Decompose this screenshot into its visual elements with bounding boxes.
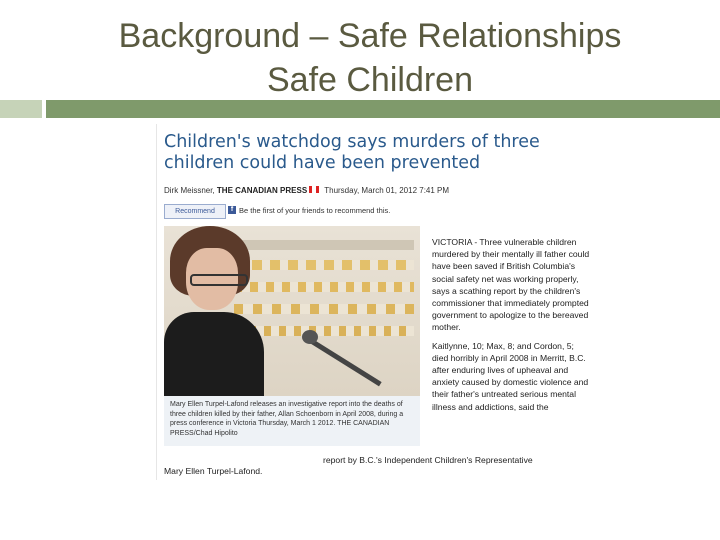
photo-chart-stripe xyxy=(234,282,414,292)
photo-person-glasses xyxy=(190,274,248,286)
photo-chart-stripe xyxy=(234,326,414,336)
article-paragraph: VICTORIA - Three vulnerable children murdered by their mentally ill father could have been saved if British Columbia's social safety net was working properly, says a scathing report by the children's commissioner that immediately prompted government to apologize to the bereaved mother. xyxy=(432,237,590,333)
photo-person-body xyxy=(164,312,264,396)
news-article-screenshot xyxy=(157,124,593,480)
article-headline: Children's watchdog says murders of three children could have been prevented xyxy=(164,132,540,173)
slide-title-line2: Safe Children xyxy=(266,61,473,99)
accent-bar-right xyxy=(46,100,720,118)
recommend-label: Recommend xyxy=(175,208,215,215)
article-signature: Mary Ellen Turpel-Lafond. xyxy=(164,466,263,476)
article-photo xyxy=(164,226,420,396)
slide-title-line1: Background – Safe Relationships xyxy=(118,17,622,55)
article-author: Dirk Meissner, xyxy=(164,186,215,195)
slide-title xyxy=(40,14,700,102)
article-paragraph-tail: report by B.C.'s Independent Children's Representative xyxy=(323,455,533,465)
canada-flag-icon xyxy=(309,186,319,193)
facebook-icon: f xyxy=(228,206,236,214)
article-byline xyxy=(164,186,449,195)
recommend-button[interactable] xyxy=(164,204,226,219)
article-date: Thursday, March 01, 2012 7:41 PM xyxy=(324,186,450,195)
accent-bar-left xyxy=(0,100,42,118)
photo-chart-stripe xyxy=(234,260,414,270)
facebook-prompt: Be the first of your friends to recommend this. xyxy=(239,206,391,215)
photo-chart-stripe xyxy=(234,304,414,314)
article-publisher: THE CANADIAN PRESS xyxy=(216,186,308,195)
photo-caption: Mary Ellen Turpel-Lafond releases an investigative report into the deaths of three children killed by their father, Allan Schoenborn in April 2008, during a press conference in Victoria Thursday, March 1 2012. THE CANADIAN PRESS/Chad Hipolito xyxy=(164,396,420,446)
article-paragraph: Kaitlynne, 10; Max, 8; and Cordon, 5; died horribly in April 2008 in Merritt, B.C. after enduring lives of upheaval and anxiety caused by domestic violence and their father's untreated serious mental illness and addictions, said the xyxy=(432,340,589,412)
photo-chart-stripe xyxy=(234,240,414,250)
article-body xyxy=(432,236,590,419)
microphone-head-icon xyxy=(302,330,318,344)
